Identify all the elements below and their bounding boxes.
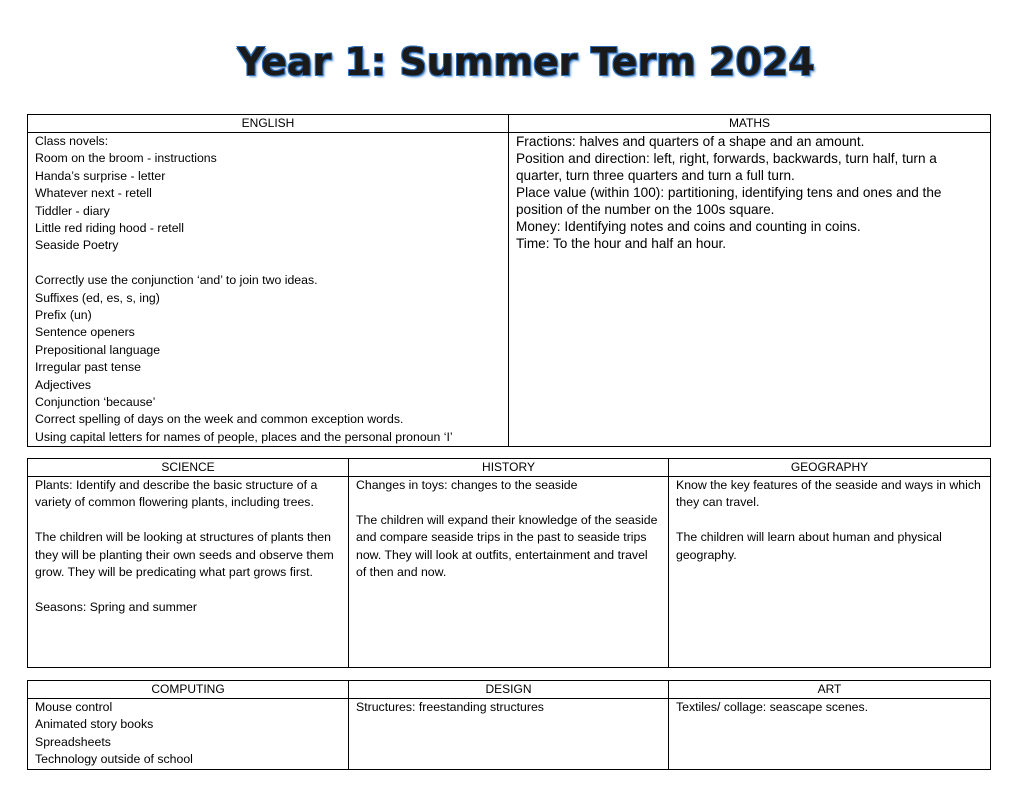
geography-human-physical: The children will learn about human and physical geography.	[676, 530, 942, 562]
art-cell	[669, 699, 991, 770]
english-grammar-line: Correctly use the conjunction ‘and’ to join two ideas.	[35, 273, 318, 288]
english-novels-line: Handa’s surprise - letter	[35, 168, 166, 183]
english-novels-line: Whatever next - retell	[35, 186, 152, 201]
maths-place-value: Place value (within 100): partitioning, identifying tens and ones and the position of the number on the 100s square.	[516, 185, 942, 217]
geography-features: Know the key features of the seaside and ways in which they can travel.	[676, 478, 981, 510]
science-history-geography-table	[27, 458, 991, 668]
computing-line: Animated story books	[35, 717, 154, 732]
english-novels-line: Room on the broom - instructions	[35, 151, 217, 166]
science-cell	[28, 477, 349, 668]
english-grammar-line: Correct spelling of days on the week and common exception words.	[35, 412, 404, 427]
english-grammar-line: Using capital letters for names of people, places and the personal pronoun ‘I’	[35, 429, 453, 444]
english-grammar-line: Irregular past tense	[35, 360, 141, 375]
geography-cell	[669, 477, 991, 668]
design-structures: Structures: freestanding structures	[356, 700, 544, 714]
maths-header: MATHS	[509, 115, 991, 133]
maths-cell	[509, 133, 991, 447]
english-novels-line: Seaside Poetry	[35, 238, 119, 253]
english-novels-line: Class novels:	[35, 134, 109, 148]
computing-line: Technology outside of school	[35, 752, 193, 767]
english-maths-table	[27, 114, 991, 447]
computing-line: Mouse control	[35, 700, 113, 714]
maths-time: Time: To the hour and half an hour.	[516, 236, 727, 251]
english-grammar-line: Suffixes (ed, es, s, ing)	[35, 290, 160, 305]
maths-position-direction: Position and direction: left, right, forwards, backwards, turn half, turn a quarter, turn three quarters and turn a full turn.	[516, 151, 937, 183]
history-cell	[349, 477, 669, 668]
science-seasons: Seasons: Spring and summer	[35, 599, 197, 614]
art-header: ART	[669, 681, 991, 699]
page-title: Year 1: Summer Term 2024	[237, 40, 815, 84]
computing-design-art-table	[27, 680, 991, 770]
science-plants: Plants: Identify and describe the basic structure of a variety of common flowering plants, including trees.	[35, 478, 318, 510]
english-grammar-line: Prefix (un)	[35, 308, 92, 323]
english-cell	[28, 133, 509, 447]
art-textiles: Textiles/ collage: seascape scenes.	[676, 700, 869, 714]
english-grammar-line: Prepositional language	[35, 342, 161, 357]
english-grammar-line: Sentence openers	[35, 325, 135, 340]
computing-line: Spreadsheets	[35, 734, 111, 749]
history-header: HISTORY	[349, 459, 669, 477]
maths-money: Money: Identifying notes and coins and counting in coins.	[516, 219, 861, 234]
maths-fractions: Fractions: halves and quarters of a shape and an amount.	[516, 134, 865, 149]
english-grammar-line: Conjunction ‘because’	[35, 395, 156, 410]
english-novels-line: Little red riding hood - retell	[35, 221, 185, 236]
science-structures: The children will be looking at structures of plants then they will be planting their own seeds and observe them grow. They will be predicating what part grows first.	[35, 530, 334, 580]
design-header: DESIGN	[349, 681, 669, 699]
design-cell	[349, 699, 669, 770]
geography-header: GEOGRAPHY	[669, 459, 991, 477]
english-grammar-line: Adjectives	[35, 377, 92, 392]
science-header: SCIENCE	[28, 459, 349, 477]
history-seaside: The children will expand their knowledge of the seaside and compare seaside trips in the past to seaside trips now. They will look at outfits, entertainment and travel of then and now.	[356, 512, 658, 580]
computing-cell	[28, 699, 349, 770]
computing-header: COMPUTING	[28, 681, 349, 699]
english-novels-line: Tiddler - diary	[35, 203, 110, 218]
history-changes: Changes in toys: changes to the seaside	[356, 478, 578, 492]
english-header: ENGLISH	[28, 115, 509, 133]
